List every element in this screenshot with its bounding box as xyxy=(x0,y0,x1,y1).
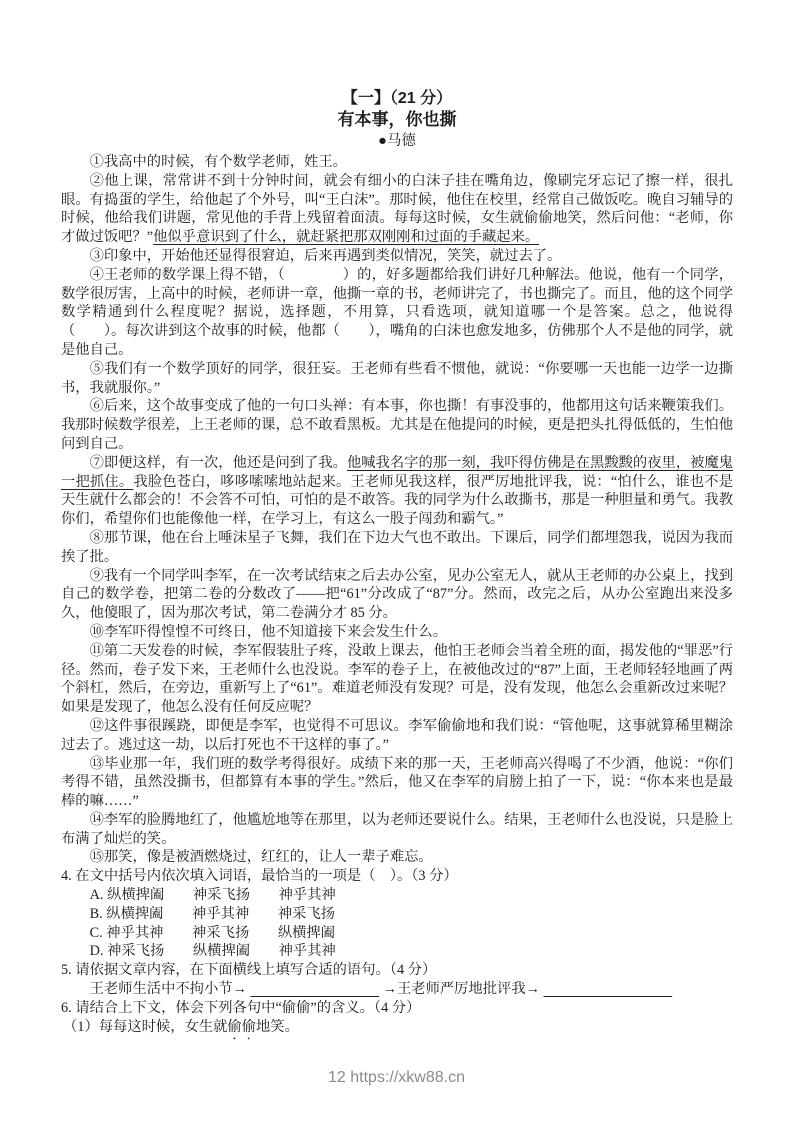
question-4-prompt: 4. 在文中括号内依次填入词语，最恰当的一项是（ ）。（3 分） xyxy=(61,868,458,885)
text-run: ⑮那笑，像是被酒燃烧过，红红的，让人一辈子难忘。 xyxy=(89,849,433,866)
text-run: （1）每每这时候，女生就 xyxy=(63,1018,228,1035)
underlined-text: 他喊我名字的那一刻，我吓得仿佛是在黑黢黢的夜里，被魔鬼一把抓住。 xyxy=(61,454,734,490)
article-paragraph xyxy=(61,266,733,360)
article-title: 有本事，你也撕 xyxy=(337,110,457,129)
article-paragraph xyxy=(61,397,733,453)
section-title: 【一】（21 分） xyxy=(341,90,453,107)
question-6-prompt: 6. 请结合上下文，体会下列各句中“偷偷”的含义。（4 分） xyxy=(61,999,421,1016)
text-run: ①我高中的时候，有个数学老师，姓王。 xyxy=(89,154,347,170)
option-d: D. 神采飞扬 纵横捭阖 神乎其神 xyxy=(89,943,336,960)
article-paragraph xyxy=(61,247,733,266)
questions-section xyxy=(61,867,733,1042)
question-4-options xyxy=(61,886,733,961)
article-paragraph xyxy=(61,360,733,398)
text-run: ⑦即便这样，有一次，他还是问到了我。 xyxy=(89,454,347,471)
article-paragraph xyxy=(61,717,733,755)
question-6-sub1 xyxy=(61,1018,733,1043)
text-run: ⑪第二天发卷的时候，李军假装肚子疼，没敢上课去，他怕王老师会当着全班的面，揭发他的“罪恶”行径。然而，卷子发下来，王老师什么也没说。李军的卷子上，在被他改过的“87”上面，王老师轻轻地画了两个斜杠，然后，在旁边，重新写上了“61”。难道老师没有发现？可是，没有发现，他怎么会重新改过来呢？如果是发现了，他怎么没有任何反应呢？ xyxy=(61,642,733,716)
underlined-text xyxy=(250,981,379,997)
underlined-text xyxy=(544,981,673,997)
option-a: A. 纵横捭阖 神采飞扬 神乎其神 xyxy=(89,887,336,904)
article-paragraph xyxy=(61,642,733,717)
text-run: ⑩李军吓得惶惶不可终日，他不知道接下来会发生什么。 xyxy=(89,623,448,640)
emphasized-text: 偷偷 xyxy=(227,1018,257,1035)
text-run: 王老师生活中不拘小节→ xyxy=(89,981,251,998)
article-header xyxy=(61,88,733,151)
text-run: ⑤我们有一个数学顶好的同学，很狂妄。王老师有些看不惯他，就说：“你要哪一天也能一边学一边撕书，我就服你。” xyxy=(61,360,733,396)
option-c: C. 神乎其神 神采飞扬 纵横捭阖 xyxy=(89,924,336,941)
text-run: →王老师严厉地批评我→ xyxy=(379,981,544,998)
text-run: ⑭李军的脸腾地红了，他尴尬地等在那里，以为老师还要说什么。结果，王老师什么也没说，只是脸上布满了灿烂的笑。 xyxy=(61,811,733,847)
text-run: ③印象中，开始他还显得很窘迫，后来再遇到类似情况，笑笑，就过去了。 xyxy=(89,247,562,264)
text-run: 我脸色苍白，哆哆嗦嗦地站起来。王老师见我这样，很严厉地批评我，说：“怕什么，谁也不是天生就什么都会的！不会答不可怕，可怕的是不敢答。我的同学为什么敢撕书，那是一种胆量和勇气。我教你们，希望你们也能像他一样，在学习上，有这么一股子闯劲和霸气。” xyxy=(61,473,734,528)
article-paragraph xyxy=(61,567,733,623)
text-run: ⑧那节课，他在台上唾沫星子飞舞，我们在下边大气也不敢出。下课后，同学们都埋怨我，说因为我而挨了批。 xyxy=(61,529,733,565)
article-author: ●马德 xyxy=(378,133,416,149)
article-body xyxy=(61,153,733,867)
article-paragraph xyxy=(61,623,733,642)
article-paragraph xyxy=(61,454,733,529)
question-5-prompt: 5. 请依据文章内容，在下面横线上填写合适的语句。（4 分） xyxy=(61,962,437,979)
article-paragraph xyxy=(61,172,733,247)
article-paragraph xyxy=(61,529,733,567)
article-paragraph xyxy=(61,848,733,867)
text-run: ⑥后来，这个故事变成了他的一句口头禅：有本事，你也撕！有事没事的，他都用这句话来鞭策我们。我那时候数学很差，上王老师的课，总不敢看黑板。尤其是在他提问的时候，更是把头扎得低低的，生怕他问到自己。 xyxy=(61,398,733,452)
question-5-flow xyxy=(61,980,733,999)
text-run: ⑨我有一个同学叫李军，在一次考试结束之后去办公室，见办公室无人，就从王老师的办公桌上，找到自己的数学卷，把第二卷的分数改了——把“61”分改成了“87”分。然而，改完之后，从办公室跑出来没多久，他傻眼了，因为那次考试，第二卷满分才 85 分。 xyxy=(61,567,733,622)
text-run: 地笑。 xyxy=(256,1018,299,1035)
page-footer: 12 https://xkw88.cn xyxy=(328,1069,465,1086)
option-b: B. 纵横捭阖 神乎其神 神采飞扬 xyxy=(89,905,336,922)
text-run: ⑬毕业那一年，我们班的数学考得很好。成绩下来的那一天，王老师高兴得喝了不少酒，他说：“你们考得不错，虽然没撕书，但都算有本事的学生。”然后，他又在李军的肩膀上拍了一下，说：“你本来也是最棒的嘛……” xyxy=(61,755,733,810)
text-run: ④王老师的数学课上得不错，（ ）的，好多题都给我们讲好几种解法。他说，他有一个同学，数学很厉害，上高中的时候，老师讲一章，他撕一章的书，老师讲完了，书也撕完了。而且，他的这个同学数学精通到什么程度呢？据说，选择题，不用算，只看选项，就知道哪一个是答案。总之，他说得（ ）。每次讲到这个故事的时候，他都（ ），嘴角的白沫也愈发地多，仿佛那个人不是他的同学，就是他自己。 xyxy=(61,266,733,358)
text-run: ⑫这件事很蹊跷，即便是李军，也觉得不可思议。李军偷偷地和我们说：“管他呢，这事就算稀里糊涂过去了。逃过这一劫，以后打死也不干这样的事了。” xyxy=(61,717,733,753)
article-paragraph xyxy=(61,755,733,811)
article-paragraph xyxy=(61,153,733,172)
text-run: ②他上课，常常讲不到十分钟时间，就会有细小的白沫子挂在嘴角边，像刷完牙忘记了擦一样，很扎眼。有捣蛋的学生，给他起了个外号，叫“王白沫”。那时候，他住在校里，经常自己做饭吃。晚自习辅导的时候，他给我们讲题，常见他的手背上残留着面渍。每每这时候，女生就偷偷地笑，然后问他：“老师，你才做过饭吧？” xyxy=(61,172,733,246)
underlined-text: 他似乎意识到了什么，就赶紧把那双刚刚和过面的手藏起来。 xyxy=(153,229,540,246)
article-paragraph xyxy=(61,811,733,849)
